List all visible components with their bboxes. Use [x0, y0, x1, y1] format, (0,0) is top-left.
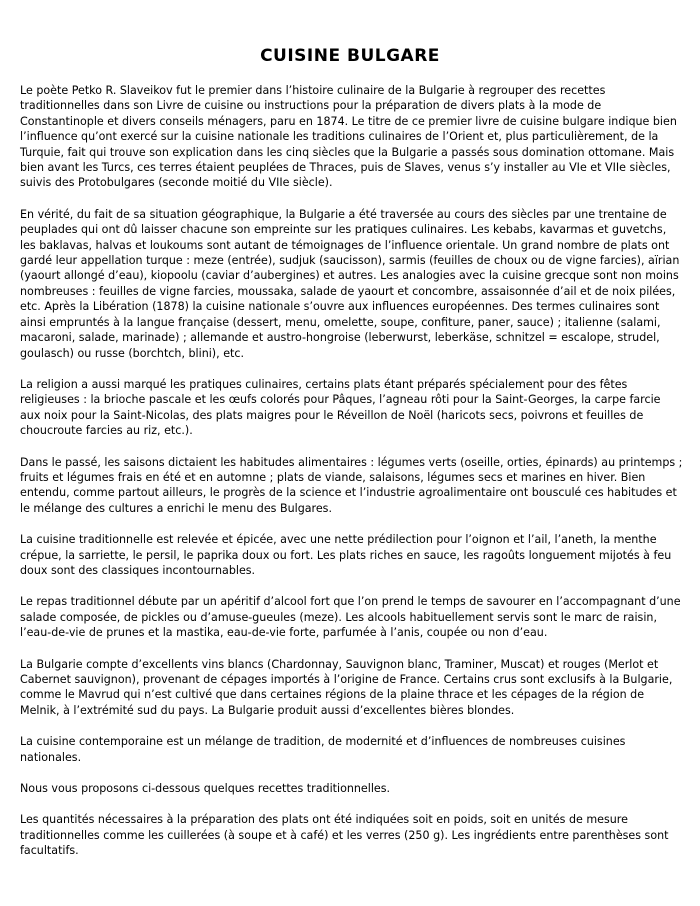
paragraph-recipes-intro: Nous vous proposons ci-dessous quelques recettes traditionnelles. — [20, 782, 391, 796]
paragraph-contemporary: La cuisine contemporaine est un mélange de tradition, de modernité et d’influences de nombreuses cuisines nationales. — [20, 735, 626, 764]
paragraph-quantities: Les quantités nécessaires à la préparation des plats ont été indiquées soit en poids, soit en unités de mesure traditionnelles comme les cuillerées (à soupe et à café) et les verres (250 g). Les ingrédients entre parenthèses sont facultatifs. — [20, 813, 669, 858]
paragraph-religion: La religion a aussi marqué les pratiques culinaires, certains plats étant préparés spécialement pour des fêtes religieuses : la brioche pascale et les œufs colorés pour Pâques, l’agneau rôti pour la Saint-Georges, la carpe farcie aux noix pour la Saint-Nicolas, des plats maigres pour le Réveillon de Noël (haricots secs, poivrons et feuilles de choucroute farcies au riz, etc.). — [20, 377, 661, 438]
paragraph-aperitif: Le repas traditionnel débute par un apéritif d’alcool fort que l’on prend le temps de savourer en l’accompagnant d’une salade composée, de pickles ou d’amuse-gueules (meze). Les alcools habituellement servis sont le marc de raisin, l’eau-de-vie de prunes et la mastika, eau-de-vie forte, parfumée à l’anis, coupée ou non d’eau. — [20, 595, 681, 640]
paragraph-spices: La cuisine traditionnelle est relevée et épicée, avec une nette prédilection pour l’oignon et l’ail, l’aneth, la menthe crépue, la sarriette, le persil, le paprika doux ou fort. Les plats riches en sauce, les ragoûts longuement mijotés à feu doux sont des classiques incontournables. — [20, 533, 672, 577]
paragraph-influences: En vérité, du fait de sa situation géographique, la Bulgarie a été traversée au cours des siècles par une trentaine de peuplades qui ont dû laisser chacune son empreinte sur les pratiques culinaires. Les kebabs, kavarmas et guvetchs, les baklavas, halvas et loukoums sont autant de témoignages de l’influence orientale. Un grand nombre de plats ont gardé leur appellation turque : meze (entrée), sudjuk (saucisson), sarmis (feuilles de choux ou de vigne farcies), aïrian (yaourt allongé d’eau), kiopoolu (caviar d’aubergines) et autres. Les analogies avec la cuisine grecque sont non moins nombreuses : feuilles de vigne farcies, moussaka, salade de yaourt et concombre, assaisonnée d’ail et de noix pilées, etc. Après la Libération (1878) la cuisine nationale s’ouvre aux influences européennes. Des termes culinaires sont ainsi empruntés à la langue française (dessert, menu, omelette, soupe, confiture, paner, sauce) ; italienne (salami, macaroni, salade, marinade) ; allemande et austro-hongroise (leberwurst, leberkäse, schnitzel = escalope, strudel, goulasch) ou russe (borchtch, blini), etc. — [20, 207, 680, 360]
page-title: CUISINE BULGARE — [260, 46, 440, 66]
paragraph-seasons: Dans le passé, les saisons dictaient les habitudes alimentaires : légumes verts (oseille, orties, épinards) au printemps ; fruits et légumes frais en été et en automne ; plats de viande, salaisons, légumes secs et marines en hiver. Bien entendu, comme partout ailleurs, le progrès de la science et l’industrie agroalimentaire ont bousculé ces habitudes et le mélange des cultures a enrichi le menu des Bulgares. — [20, 455, 683, 515]
paragraph-history: Le poète Petko R. Slaveikov fut le premier dans l’histoire culinaire de la Bulgarie à regrouper des recettes traditionnelles dans son Livre de cuisine ou instructions pour la préparation de divers plats à la mode de Constantinople et divers conseils ménagers, paru en 1874. Le titre de ce premier livre de cuisine bulgare indique bien l’influence qu’ont exercé sur la cuisine nationale les traditions culinaires de l’Orient et, plus particulièrement, de la Turquie, fait qui trouve son explication dans les cinq siècles que la Bulgarie a passés sous domination ottomane. Mais bien avant les Turcs, ces terres étaient peuplées de Thraces, puis de Slaves, venus s’y installer au VIe et VIIe siècles, suivis des Protobulgares (seconde moitié du VIIe siècle). — [20, 84, 677, 190]
paragraph-wines: La Bulgarie compte d’excellents vins blancs (Chardonnay, Sauvignon blanc, Traminer, Muscat) et rouges (Merlot et Cabernet sauvignon), provenant de cépages importés à l’origine de France. Certains crus sont exclusifs à la Bulgarie, comme le Mavrud qui n’est cultivé que dans certaines régions de la plaine thrace et les cépages de la région de Melnik, à l’extrémité sud du pays. La Bulgarie produit aussi d’excellentes bières blondes. — [20, 657, 673, 717]
document-body — [20, 83, 684, 875]
